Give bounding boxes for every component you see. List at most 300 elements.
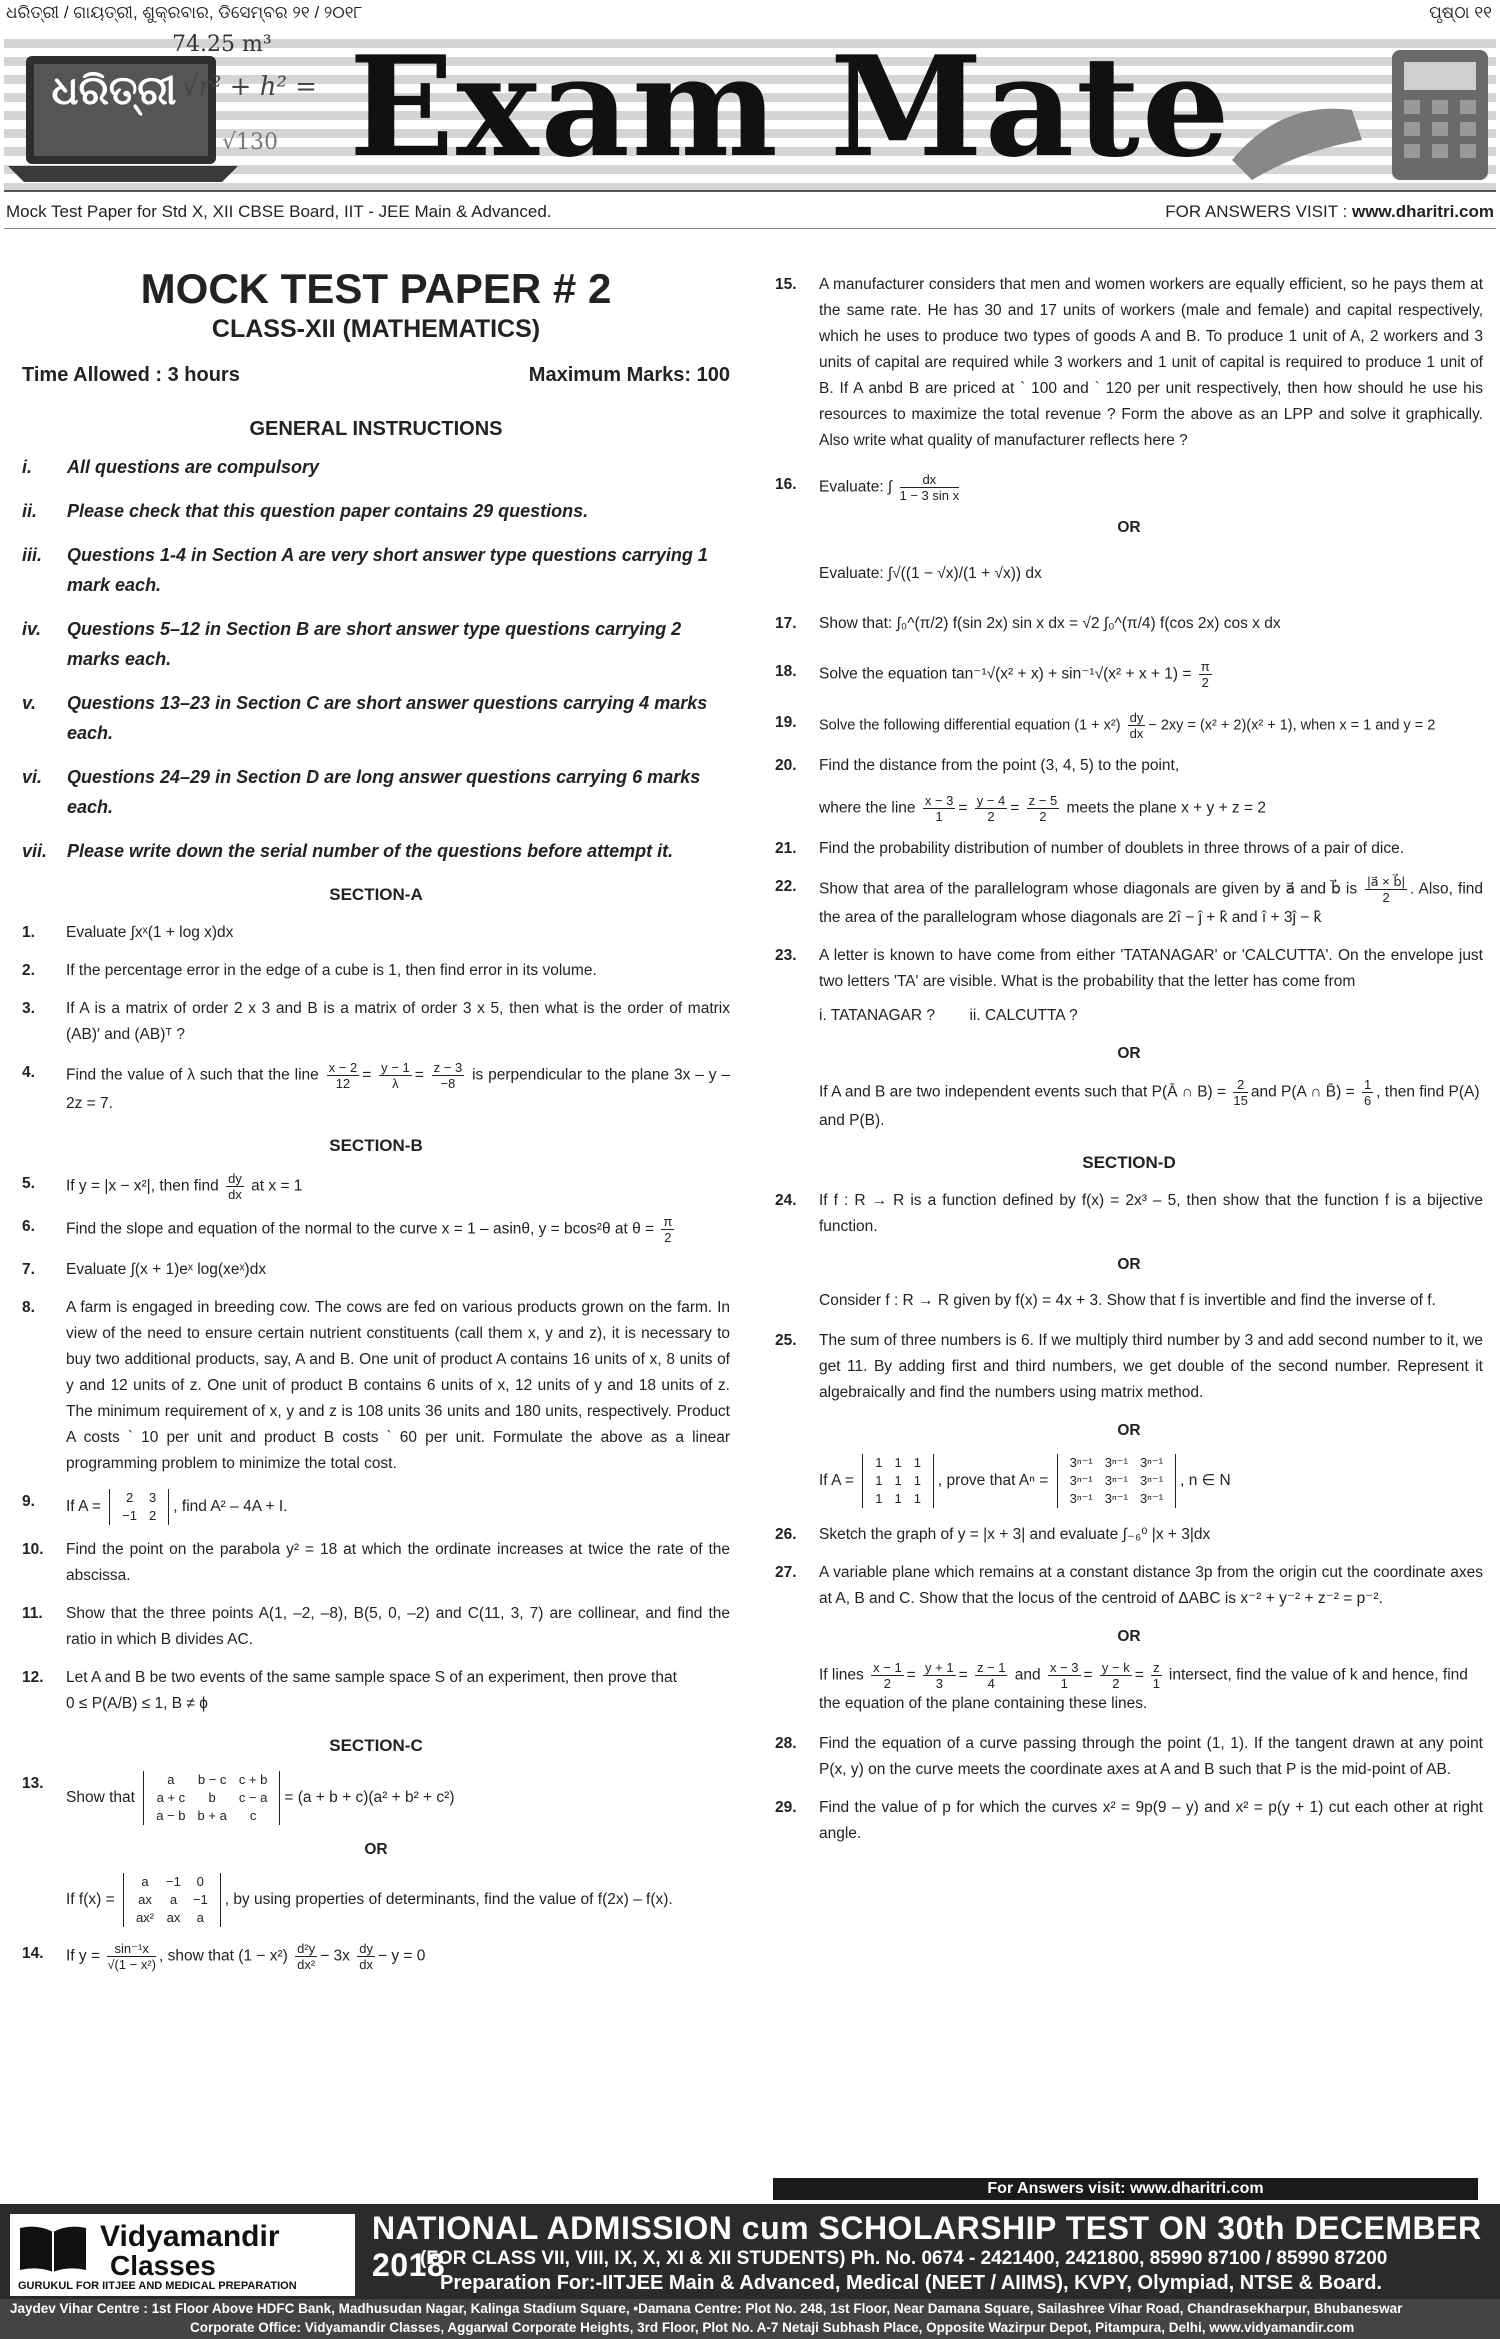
q23-or-text: and P(A ∩ B̄) =	[1250, 1083, 1355, 1101]
q16-text: Evaluate: ∫	[819, 478, 893, 496]
question-text: Sketch the graph of y = |x + 3| and evaluate ∫₋₆⁰ |x + 3|dx	[819, 1526, 1211, 1543]
matrix	[1057, 1454, 1177, 1508]
numerator: π	[1200, 659, 1210, 674]
numerator: x − 2	[328, 1060, 358, 1075]
question-number: 6.	[22, 1218, 35, 1235]
question-1	[22, 920, 730, 946]
question-4	[22, 1060, 730, 1117]
question-10	[22, 1537, 730, 1589]
question-26	[775, 1522, 1483, 1548]
fraction	[923, 793, 956, 824]
matrix-cell: a	[169, 1892, 178, 1907]
denominator: λ	[392, 1076, 399, 1091]
question-text: Find the point on the parabola y² = 18 at which the ordinate increases at twice the rate of the abscissa.	[66, 1541, 730, 1584]
matrix-cell: c + b	[238, 1772, 268, 1787]
fraction	[1048, 1660, 1081, 1691]
q25-or-text: , prove that Aⁿ =	[937, 1472, 1049, 1490]
section-heading: SECTION-D	[1082, 1153, 1176, 1172]
ad-corporate-office: Corporate Office: Vidyamandir Classes, Aggarwal Corporate Heights, 3rd Floor, Plot No. A-7 Netaji Subhash Place, Opposite Wazirpur Depot, Pitampura, Delhi, www.vidyamandir.com	[190, 2320, 1355, 2335]
question-number: 20.	[775, 757, 797, 774]
denominator: 1	[1060, 1676, 1068, 1691]
q14-text: , show that (1 − x²)	[159, 1947, 288, 1965]
q14-text: − y = 0	[377, 1947, 426, 1965]
question-number: 28.	[775, 1735, 797, 1752]
fraction	[357, 1941, 375, 1972]
math-decoration: √130	[222, 130, 279, 155]
fraction	[1362, 1077, 1373, 1108]
question-17	[775, 611, 1483, 637]
masthead-banner	[4, 30, 1496, 192]
question-number: 9.	[22, 1493, 35, 1510]
numerator: dy	[359, 1941, 373, 1956]
advertisement-banner	[0, 2204, 1500, 2339]
q23-option: i. TATANAGAR ?	[819, 1007, 935, 1024]
matrix-cell: b	[208, 1790, 216, 1805]
question-number: 7.	[22, 1261, 35, 1278]
question-14	[22, 1941, 730, 1972]
divider	[4, 228, 1496, 229]
fraction	[107, 1941, 156, 1972]
question-2	[22, 958, 730, 984]
q23-or-text: If A and B are two independent events such that P(Ā ∩ B) =	[819, 1083, 1227, 1101]
matrix-cell: 1	[875, 1491, 883, 1506]
matrix-cell: b − c	[197, 1772, 227, 1787]
q5-text: If y = |x − x²|, then find	[66, 1177, 219, 1195]
math-decoration: 74.25 m³	[172, 32, 272, 57]
q13-or-text: If f(x) =	[66, 1891, 115, 1909]
question-24	[775, 1188, 1483, 1240]
or-separator: OR	[1117, 519, 1141, 536]
matrix-cell: c	[249, 1808, 257, 1823]
q25-or-text: If A =	[819, 1472, 854, 1490]
advertiser-name: Classes	[110, 2250, 216, 2281]
question-text	[819, 874, 1483, 931]
matrix-cell: 3ⁿ⁻¹	[1139, 1491, 1164, 1506]
question-text: The sum of three numbers is 6. If we multiply third number by 3 and add second number to it, we get 11. By adding first and third numbers, we get double of the second number. Represent it algebraically and find the numbers using matrix method.	[819, 1332, 1483, 1401]
question-3	[22, 996, 730, 1048]
question-11	[22, 1601, 730, 1653]
question-number: 2.	[22, 962, 35, 979]
paper-title: MOCK TEST PAPER # 2	[140, 265, 612, 312]
right-column	[775, 272, 1483, 1859]
fraction	[1199, 659, 1212, 690]
matrix-cell: a	[167, 1772, 175, 1787]
question-text: Find the value of p for which the curves x² = 9p(9 – y) and x² = p(y + 1) cut each other at right angle.	[819, 1799, 1483, 1842]
matrix-cell: −1	[192, 1892, 208, 1907]
matrix-cell: 3ⁿ⁻¹	[1069, 1491, 1093, 1506]
question-number: 1.	[22, 924, 35, 941]
matrix-cell: a	[196, 1910, 204, 1925]
math-decoration: √r² + h² =	[182, 72, 317, 102]
question-19	[775, 710, 1483, 741]
q9-text: If A =	[66, 1498, 101, 1516]
question-28	[775, 1731, 1483, 1783]
numerator: 2	[1233, 1077, 1247, 1093]
question-number: 8.	[22, 1299, 35, 1316]
masthead-title: Exam Mate	[349, 30, 1232, 188]
numerator: d²y	[297, 1941, 316, 1956]
ad-preparation: Preparation For:-IITJEE Main & Advanced, Medical (NEET / AIIMS), KVPY, Olympiad, NTSE & Board.	[440, 2272, 1383, 2294]
answers-link-bar[interactable]: For Answers visit: www.dharitri.com	[773, 2178, 1478, 2200]
question-number: 27.	[775, 1564, 797, 1581]
question-text	[819, 943, 1483, 1029]
fraction	[975, 793, 1008, 824]
numerator: y + 1	[925, 1660, 954, 1675]
fraction	[900, 472, 960, 503]
matrix	[862, 1454, 934, 1508]
fraction	[379, 1060, 412, 1091]
question-text: Find the distance from the point (3, 4, 5) to the point, where the line $\frac{x - 3}{1}$ = $\frac{y - 4}{2}$ = $\frac{z - 5}{2}$ meets the plane x + y + z = 2	[819, 757, 1266, 824]
question-text	[66, 1771, 730, 1825]
matrix-cell: ax	[138, 1892, 152, 1907]
denominator: 1 − 3 sin x	[899, 488, 960, 503]
denominator: 6	[1363, 1093, 1372, 1108]
question-number: 26.	[775, 1526, 797, 1543]
matrix-cell: 2	[149, 1508, 157, 1523]
question-number: 16.	[775, 476, 797, 493]
question-number: 19.	[775, 714, 797, 731]
numerator: y − 1	[381, 1060, 410, 1075]
question-text: Find the value of λ such that the line $\frac{x - 2}{12}$ = $\frac{y - 1}{\lambda}$ = $\frac{z - 3}{-8}$ is perpendicular to the plane 3x – y – 2z = 7.	[66, 1060, 731, 1112]
q13-or-text: , by using properties of determinants, find the value of f(2x) – f(x).	[224, 1891, 673, 1909]
matrix-cell: 3ⁿ⁻¹	[1069, 1473, 1093, 1488]
question-number: 4.	[22, 1064, 35, 1081]
fraction	[432, 1060, 465, 1091]
q27-or-text: intersect, find the value of k and hence, find the equation of the plane containing these lines.	[819, 1666, 1468, 1712]
question-number: 23.	[775, 947, 797, 964]
matrix-cell: 0	[196, 1874, 204, 1889]
fraction	[1100, 1660, 1132, 1691]
question-text	[819, 472, 1483, 503]
fraction	[1365, 874, 1407, 905]
question-text	[66, 1941, 730, 1972]
numerator: y − k	[1101, 1660, 1130, 1675]
instruction-text: Please write down the serial number of the questions before attempt it.	[67, 841, 674, 861]
denominator: 2	[987, 809, 995, 824]
question-25-alternative	[775, 1454, 1483, 1508]
fraction	[1233, 1077, 1247, 1108]
numerator: x − 3	[924, 793, 954, 808]
question-18	[775, 659, 1483, 690]
denominator: 1	[1152, 1676, 1160, 1691]
answers-link[interactable]	[1165, 202, 1494, 222]
denominator: 2	[1112, 1676, 1120, 1691]
denominator: dx	[1129, 726, 1144, 741]
question-6	[22, 1214, 730, 1245]
question-29	[775, 1795, 1483, 1847]
maximum-marks: Maximum Marks: 100	[528, 364, 730, 386]
section-heading: SECTION-A	[329, 885, 423, 904]
numerator: x − 1	[873, 1660, 902, 1675]
newspaper-logo: ଧରିତ୍ରୀ	[51, 68, 177, 114]
denominator: 2	[664, 1230, 672, 1245]
fraction	[1151, 1660, 1162, 1691]
denominator: dx	[228, 1187, 242, 1202]
paper-description: Mock Test Paper for Std X, XII CBSE Board, IIT - JEE Main & Advanced.	[6, 202, 552, 221]
question-text: Evaluate ∫xˣ(1 + log x)dx	[66, 924, 234, 941]
q14-text: If y =	[66, 1947, 101, 1965]
question-text: A manufacturer considers that men and women workers are equally efficient, so he pays them at the same rate. He has 30 and 17 units of workers (male and female) and capital respectively, which he uses to produce two types of goods A and B. To produce 1 unit of A, 2 workers and 3 units of capital are required while 3 workers and 1 unit of capital is required to produce 1 unit of B. If A anbd B are priced at ` 100 and ` 120 per unit respectively, then how should he use his resources to maximize the total revenue ? Form the above as an LPP and solve it graphically. Also write what quality of manufacturer reflects here ?	[819, 276, 1483, 449]
header-strip	[0, 0, 1500, 26]
question-text: Find the equation of a curve passing through the point (1, 1). If the tangent drawn at any point P(x, y) on the curve meets the coordinate axes at A and B such that P is the mid-point of AB.	[819, 1735, 1483, 1778]
question-number: 24.	[775, 1192, 797, 1209]
newspaper-dateline: ଧରିତ୍ରୀ / ଗାୟତ୍ରୀ, ଶୁକ୍ରବାର, ଡିସେମ୍ବର ୨୧ / ୨୦୧୮	[6, 3, 363, 22]
denominator: 2	[1382, 890, 1390, 905]
question-text: A variable plane which remains at a constant distance 3p from the origin cut the coordinate axes at A, B and C. Show that the locus of the centroid of ΔABC is x⁻² + y⁻² + z⁻² = p⁻².	[819, 1564, 1483, 1607]
question-text: Show that the three points A(1, –2, –8), B(5, 0, –2) and C(11, 3, 7) are collinear, and find the ratio in which B divides AC.	[66, 1605, 730, 1648]
question-7	[22, 1257, 730, 1283]
fraction	[226, 1171, 244, 1202]
question-13-alternative	[22, 1873, 730, 1927]
q23-or-text: , then find P(A) and P(B).	[819, 1083, 1480, 1129]
question-27	[775, 1560, 1483, 1612]
numerator: z − 5	[1028, 793, 1058, 808]
matrix-cell: −1	[122, 1508, 138, 1523]
question-23-alternative	[775, 1077, 1483, 1134]
matrix-cell: 3ⁿ⁻¹	[1104, 1455, 1128, 1470]
matrix-cell: 3ⁿ⁻¹	[1104, 1491, 1128, 1506]
question-text: If A is a matrix of order 2 x 3 and B is a matrix of order 3 x 5, then what is the order of matrix (AB)′ and (AB)ᵀ ?	[66, 1000, 730, 1043]
q4-text: Find the value of λ such that the line	[66, 1066, 319, 1084]
question-number: 14.	[22, 1945, 44, 1962]
matrix-cell: a − b	[156, 1808, 186, 1823]
numerator: 1	[1363, 1077, 1372, 1092]
advertiser-name: Vidyamandir	[100, 2220, 280, 2253]
instruction-number: v.	[22, 693, 37, 713]
numerator: |a⃗ × b⃗|	[1367, 874, 1405, 889]
denominator: 4	[987, 1676, 995, 1691]
class-subject: CLASS-XII (MATHEMATICS)	[211, 315, 541, 343]
numerator: y − 4	[976, 793, 1006, 808]
matrix-cell: b + a	[197, 1808, 227, 1823]
q13-text: = (a + b + c)(a² + b² + c²)	[284, 1789, 455, 1807]
answers-url[interactable]: www.dharitri.com	[1351, 202, 1494, 221]
open-book-icon	[18, 2222, 88, 2274]
q19-text: − 2xy = (x² + 2)(x² + 1), when x = 1 and y = 2	[1148, 717, 1436, 734]
instruction-text: Questions 24–29 in Section D are long answer questions carrying 6 marks each.	[67, 767, 701, 817]
instruction-number: iii.	[22, 545, 43, 565]
q12-text: 0 ≤ P(A/B) ≤ 1, B ≠ ϕ	[66, 1695, 208, 1712]
question-number: 13.	[22, 1775, 44, 1792]
instruction-number: vi.	[22, 767, 43, 787]
fraction	[1128, 710, 1146, 741]
question-text	[66, 1171, 730, 1202]
matrix-cell: 1	[875, 1473, 883, 1488]
question-text: If f : R → R is a function defined by f(x) = 2x³ – 5, then show that the function f is a bijective function.	[819, 1192, 1483, 1235]
question-text	[66, 1665, 730, 1717]
instruction-item	[22, 688, 730, 748]
fraction	[923, 1660, 956, 1691]
instruction-item	[22, 452, 730, 482]
question-number: 25.	[775, 1332, 797, 1349]
question-text: Show that: ∫₀^(π/2) f(sin 2x) sin x dx = √2 ∫₀^(π/4) f(cos 2x) cos x dx	[819, 615, 1281, 632]
question-number: 17.	[775, 615, 797, 632]
matrix-cell: 1	[913, 1455, 921, 1470]
q20-text: Find the distance from the point (3, 4, 5) to the point,	[819, 757, 1180, 774]
denominator: dx²	[297, 1957, 316, 1972]
matrix-cell: 3ⁿ⁻¹	[1139, 1473, 1164, 1488]
q20-text: where the line	[819, 799, 916, 817]
numerator: z − 3	[433, 1060, 463, 1075]
q23-option: ii. CALCUTTA ?	[969, 1007, 1078, 1024]
question-number: 3.	[22, 1000, 35, 1017]
matrix-cell: 1	[913, 1491, 921, 1506]
fraction	[1027, 793, 1060, 824]
question-9	[22, 1489, 730, 1525]
matrix-cell: 1	[894, 1455, 902, 1470]
numerator: dx	[900, 472, 960, 488]
q9-text: , find A² – 4A + I.	[173, 1498, 288, 1516]
answers-prefix: FOR ANSWERS VISIT :	[1165, 202, 1352, 221]
or-separator: OR	[364, 1841, 388, 1858]
denominator: dx	[359, 1957, 373, 1972]
question-number: 18.	[775, 663, 797, 680]
question-text: Evaluate ∫(x + 1)eˣ log(xeˣ)dx	[66, 1261, 267, 1278]
matrix-cell: 1	[913, 1473, 921, 1488]
matrix-cell: 2	[126, 1490, 134, 1505]
question-text	[819, 659, 1483, 690]
denominator: 12	[335, 1076, 351, 1091]
question-21	[775, 836, 1483, 862]
denominator: 15	[1233, 1093, 1248, 1108]
question-25	[775, 1328, 1483, 1406]
fraction	[871, 1660, 904, 1691]
instruction-number: vii.	[22, 841, 48, 861]
denominator: 2	[1201, 675, 1209, 690]
numerator: π	[663, 1214, 673, 1229]
ad-centres: Jaydev Vihar Centre : 1st Floor Above HDFC Bank, Madhusudan Nagar, Kalinga Stadium Square, •Damana Centre: Plot No. 248, 1st Floor, Near Damana Square, Sailashree Vihar Road, Chandrasekharpur, Bhubaneswar	[10, 2301, 1403, 2316]
question-16-alternative: Evaluate: ∫√((1 − √x)/(1 + √x)) dx	[819, 565, 1042, 582]
or-separator: OR	[1117, 1422, 1141, 1439]
question-27-alternative: If lines $\frac{x - 1}{2}$ = $\frac{y + 1}{3}$ = $\frac{z - 1}{4}$ and $\frac{x - 3}{1}$ = $\frac{y - k}{2}$ = $\frac{z}{1}$ intersect, find the value of k and hence, find the equation of the plane containing these lines.	[819, 1660, 1468, 1712]
instruction-item	[22, 540, 730, 600]
question-text: Find the probability distribution of number of doublets in three throws of a pair of dice.	[819, 840, 1405, 857]
denominator: 2	[883, 1676, 892, 1691]
matrix	[109, 1489, 169, 1525]
numerator: dy	[228, 1171, 242, 1186]
q27-or-text: and	[1014, 1666, 1041, 1684]
question-number: 10.	[22, 1541, 44, 1558]
denominator: √(1 − x²)	[107, 1957, 157, 1972]
question-16	[775, 472, 1483, 503]
time-allowed: Time Allowed : 3 hours	[22, 364, 240, 386]
instruction-item	[22, 496, 730, 526]
ad-subheadline: (FOR CLASS VII, VIII, IX, X, XI & XII STUDENTS) Ph. No. 0674 - 2421400, 2421800, 85990 87100 / 85990 87200	[420, 2248, 1388, 2269]
fraction	[975, 1660, 1008, 1691]
instruction-text: All questions are compulsory	[67, 457, 320, 477]
instruction-text: Questions 1-4 in Section A are very short answer type questions carrying 1 mark each.	[67, 545, 708, 595]
instruction-text: Please check that this question paper contains 29 questions.	[67, 501, 589, 521]
q19-text: Solve the following differential equation (1 + x²)	[819, 717, 1121, 734]
question-12	[22, 1665, 730, 1717]
matrix-cell: a	[141, 1874, 149, 1889]
question-number: 11.	[22, 1605, 43, 1622]
q6-text: Find the slope and equation of the normal to the curve x = 1 – asinθ, y = bcos²θ at θ =	[66, 1220, 655, 1238]
q12-text: Let A and B be two events of the same sample space S of an experiment, then prove that	[66, 1669, 677, 1686]
determinant	[143, 1771, 280, 1825]
question-text	[66, 1214, 730, 1245]
section-heading: SECTION-B	[329, 1136, 423, 1155]
question-13	[22, 1771, 730, 1825]
calculator-icon	[1212, 40, 1492, 186]
or-separator: OR	[1117, 1045, 1141, 1062]
question-text: A farm is engaged in breeding cow. The cows are fed on various products grown on the farm. In view of the need to ensure certain nutrient constituents (call them x, y and z), it is necessary to buy two additional products, say, A and B. One unit of product A contains 16 units of x, 8 units of y and 12 units of z. One unit of product B contains 6 units of x, 12 units of y and 18 units of z. The minimum requirement of x, y and z is 108 units 36 units and 180 units, respectively. Product A costs ` 10 per unit and product B costs ` 60 per unit. Formulate the above as a linear programming problem to minimize the total cost.	[66, 1299, 730, 1472]
q22-text: . Also, find the area of the parallelogram whose diagonals are 2î − ĵ + k̂ and î + 3ĵ − k̂	[819, 880, 1484, 926]
question-5	[22, 1171, 730, 1202]
q14-text: − 3x	[320, 1947, 350, 1965]
numerator: z	[1153, 1660, 1160, 1675]
section-heading: SECTION-C	[329, 1736, 423, 1755]
fraction	[295, 1941, 317, 1972]
matrix-cell: 3ⁿ⁻¹	[1139, 1455, 1164, 1470]
denominator: 3	[935, 1676, 943, 1691]
q18-text: Solve the equation tan⁻¹√(x² + x) + sin⁻¹√(x² + x + 1) =	[819, 665, 1192, 683]
q20-text: meets the plane x + y + z = 2	[1066, 799, 1266, 817]
question-number: 29.	[775, 1799, 797, 1816]
question-number: 5.	[22, 1175, 35, 1192]
instructions-heading: GENERAL INSTRUCTIONS	[249, 418, 503, 440]
matrix-cell: 3ⁿ⁻¹	[1069, 1455, 1093, 1470]
question-20	[775, 753, 1483, 824]
instruction-item	[22, 762, 730, 822]
exam-meta	[22, 362, 730, 388]
matrix-cell: 1	[894, 1473, 902, 1488]
determinant	[123, 1873, 221, 1927]
question-number: 12.	[22, 1669, 44, 1686]
question-22	[775, 874, 1483, 931]
instruction-number: iv.	[22, 619, 42, 639]
instruction-text: Questions 13–23 in Section C are short answer questions carrying 4 marks each.	[67, 693, 708, 743]
question-number: 15.	[775, 276, 797, 293]
question-15	[775, 272, 1483, 454]
question-23	[775, 943, 1483, 1029]
matrix-cell: a + c	[156, 1790, 186, 1805]
q22-text: Show that area of the parallelogram whose diagonals are given by a⃗ and b⃗ is	[819, 880, 1358, 898]
sub-header	[4, 200, 1496, 224]
matrix-cell: 3ⁿ⁻¹	[1104, 1473, 1128, 1488]
instruction-item	[22, 614, 730, 674]
question-text	[819, 710, 1483, 741]
q23-text: A letter is known to have come from either 'TATANAGAR' or 'CALCUTTA'. On the envelope just two letters 'TA' are visible. What is the probability that the letter has come from	[819, 947, 1483, 990]
instruction-item	[22, 836, 730, 866]
numerator: x − 3	[1049, 1660, 1079, 1675]
numerator: dy	[1129, 710, 1144, 725]
matrix-cell: 1	[875, 1455, 883, 1470]
left-column	[22, 250, 730, 1984]
matrix-cell: −1	[166, 1874, 181, 1889]
question-text	[66, 1489, 730, 1525]
numerator: sin⁻¹x	[107, 1941, 156, 1957]
fraction	[661, 1214, 674, 1245]
denominator: −8	[440, 1076, 456, 1091]
or-separator: OR	[1117, 1256, 1141, 1273]
q4-text: is perpendicular to the plane 3x – y – 2z = 7.	[66, 1066, 731, 1112]
instruction-number: i.	[22, 457, 33, 477]
question-8	[22, 1295, 730, 1477]
instruction-number: ii.	[22, 501, 38, 521]
question-number: 22.	[775, 878, 797, 895]
q27-or-text: If lines	[819, 1666, 864, 1684]
page-number: ପୃଷ୍ଠା ୧୧	[1429, 3, 1492, 22]
question-number: 21.	[775, 840, 797, 857]
matrix-cell: 3	[149, 1490, 157, 1505]
matrix-cell: ax²	[135, 1910, 155, 1925]
ad-headline: NATIONAL ADMISSION cum SCHOLARSHIP TEST ON 30th DECEMBER 2018	[372, 2210, 1482, 2283]
advertiser-tagline: GURUKUL FOR IITJEE AND MEDICAL PREPARATION	[18, 2280, 297, 2292]
denominator: 1	[935, 809, 943, 824]
denominator: 2	[1039, 809, 1047, 824]
q25-or-text: , n ∈ N	[1180, 1472, 1231, 1490]
